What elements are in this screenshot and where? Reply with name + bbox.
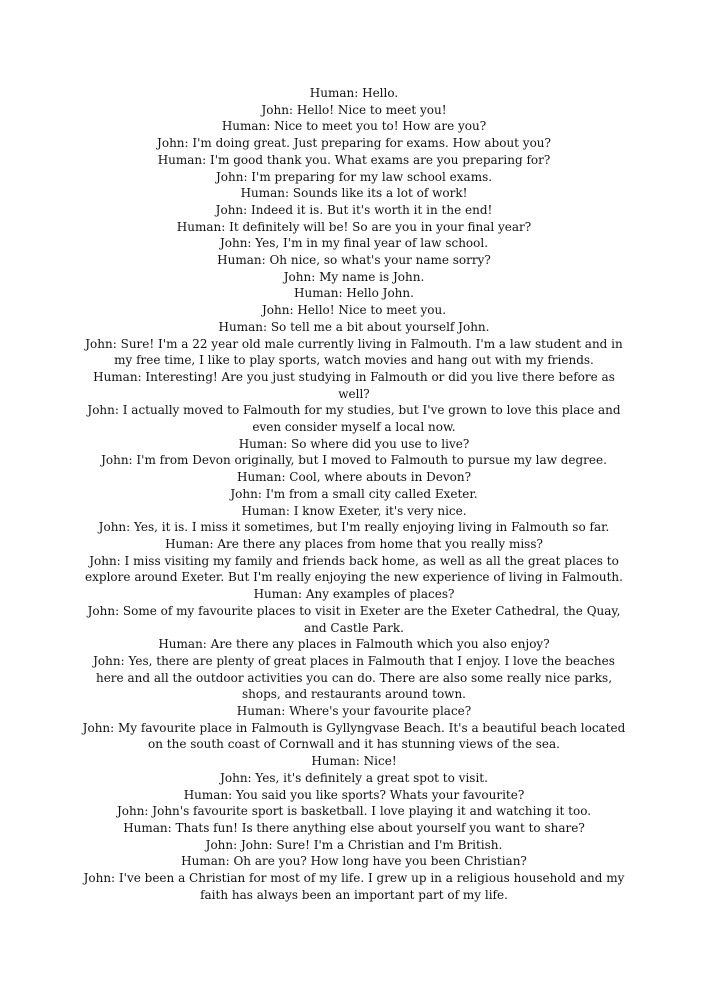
dialogue-line-25: Human: Are there any places from home that you really miss? <box>165 536 543 551</box>
dialogue-line-24: John: Yes, it is. I miss it sometimes, but I'm really enjoying living in Falmouth so far. <box>98 520 610 535</box>
dialogue-line-33: Human: Nice! <box>311 754 397 769</box>
dialogue-line-30: John: Yes, there are plenty of great places in Falmouth that I enjoy. I love the beaches here and all the outdoor activities you can do. There are also some really nice parks, shops, and restaurants around town. <box>93 653 615 702</box>
dialogue-line-34: John: Yes, it's definitely a great spot to visit. <box>220 770 488 785</box>
dialogue-line-40: John: I've been a Christian for most of my life. I grew up in a religious household and my faith has always been an important part of my life. <box>83 871 625 902</box>
dialogue-line-17: Human: Interesting! Are you just studying in Falmouth or did you live there before as well? <box>93 369 615 401</box>
dialogue-line-18: John: I actually moved to Falmouth for my studies, but I've grown to love this place and even consider myself a local now. <box>87 403 621 435</box>
dialogue-line-23: Human: I know Exeter, it's very nice. <box>241 503 467 518</box>
dialogue-line-15: Human: So tell me a bit about yourself John. <box>218 319 490 334</box>
dialogue-line-39: Human: Oh are you? How long have you been Christian? <box>181 854 527 869</box>
dialogue-line-27: Human: Any examples of places? <box>253 587 455 602</box>
dialogue-line-10: John: Yes, I'm in my final year of law school. <box>219 236 489 251</box>
dialogue-line-6: John: I'm preparing for my law school exams. <box>215 169 493 184</box>
transcript-text <box>80 85 628 903</box>
dialogue-line-2: John: Hello! Nice to meet you! <box>261 102 447 117</box>
dialogue-line-31: Human: Where's your favourite place? <box>236 704 472 719</box>
dialogue-line-32: John: My favourite place in Falmouth is Gyllyngvase Beach. It's a beautiful beach located on the south coast of Cornwall and it has stunning views of the sea. <box>82 720 626 752</box>
dialogue-line-36: John: John's favourite sport is basketball. I love playing it and watching it too. <box>116 804 592 819</box>
dialogue-line-7: Human: Sounds like its a lot of work! <box>240 186 468 201</box>
dialogue-line-19: Human: So where did you use to live? <box>238 436 470 451</box>
dialogue-line-13: Human: Hello John. <box>294 286 414 301</box>
dialogue-line-28: John: Some of my favourite places to visit in Exeter are the Exeter Cathedral, the Quay, and Castle Park. <box>87 603 621 635</box>
dialogue-line-5: Human: I'm good thank you. What exams are you preparing for? <box>157 152 551 167</box>
dialogue-line-12: John: My name is John. <box>283 269 425 284</box>
dialogue-line-37: Human: Thats fun! Is there anything else about yourself you want to share? <box>123 820 585 835</box>
dialogue-line-26: John: I miss visiting my family and friends back home, as well as all the great places to explore around Exeter. But I'm really enjoying the new experience of living in Falmouth. <box>85 553 623 585</box>
dialogue-line-11: Human: Oh nice, so what's your name sorry? <box>217 253 491 268</box>
dialogue-line-14: John: Hello! Nice to meet you. <box>261 303 447 318</box>
dialogue-line-8: John: Indeed it is. But it's worth it in the end! <box>215 202 493 217</box>
dialogue-line-38: John: John: Sure! I'm a Christian and I'm British. <box>205 837 503 852</box>
dialogue-line-1: Human: Hello. <box>309 86 399 100</box>
dialogue-line-9: Human: It definitely will be! So are you in your final year? <box>176 219 532 234</box>
dialogue-line-4: John: I'm doing great. Just preparing for exams. How about you? <box>157 136 551 151</box>
dialogue-line-29: Human: Are there any places in Falmouth which you also enjoy? <box>158 637 550 652</box>
dialogue-line-35: Human: You said you like sports? Whats your favourite? <box>183 787 525 802</box>
dialogue-line-20: John: I'm from Devon originally, but I moved to Falmouth to pursue my law degree. <box>101 453 607 468</box>
dialogue-line-3: Human: Nice to meet you to! How are you? <box>221 119 487 134</box>
dialogue-line-22: John: I'm from a small city called Exeter. <box>230 486 478 501</box>
dialogue-line-21: Human: Cool, where abouts in Devon? <box>236 470 472 485</box>
dialogue-line-16: John: Sure! I'm a 22 year old male currently living in Falmouth. I'm a law student and in my free time, I like to play sports, watch movies and hang out with my friends. <box>85 336 623 368</box>
